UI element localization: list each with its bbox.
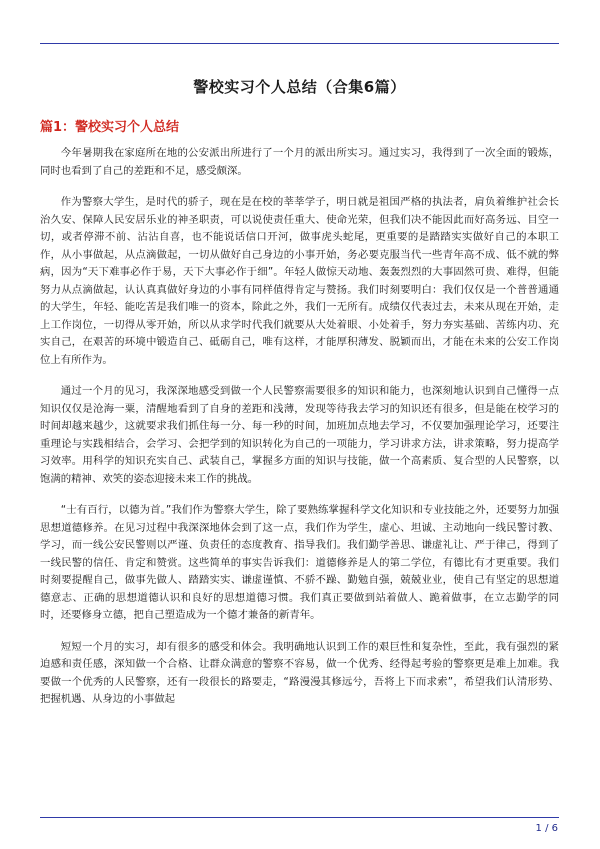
document-title: 警校实习个人总结（合集6篇） bbox=[193, 78, 406, 96]
header-rule bbox=[40, 43, 559, 44]
page-number: 1 / 6 bbox=[535, 823, 558, 834]
paragraph-5: 短短一个月的实习，却有很多的感受和体会。我明确地认识到工作的艰巨性和复杂性，至此，我有强烈的紧迫感和责任感，深知做一个合格、让群众满意的警察不容易，做一个优秀、经得起考验的警察更是难上加难。我要做一个优秀的人民警察，还有一段很长的路要走，“路漫漫其修远兮，吾将上下而求索”，希望我们认清形势、把握机遇、从身边的小事做起 bbox=[40, 640, 559, 705]
paragraph-1: 今年暑期我在家庭所在地的公安派出所进行了一个月的派出所实习。通过实习，我得到了一次全面的锻炼，同时也看到了自己的差距和不足，感受颇深。 bbox=[40, 147, 559, 177]
paragraph-4: “士有百行，以德为首。”我们作为警察大学生，除了要熟练掌握科学文化知识和专业技能之外，还要努力加强思想道德修养。在见习过程中我深深地体会到了这一点，我们作为学生，虚心、坦诚、主动地向一线民警讨教、学习，而一线公安民警则以严谨、负责任的态度教育、指导我们。我们勤学善思、谦虚礼让、严于律己，得到了一线民警的信任、肯定和赞赏。这些简单的事实告诉我们：道德修养是人的第二学位，有德比有才更重要。我们时刻要提醒自己，做事先做人、踏踏实实、谦虚谨慎、不骄不躁、勤勉自强，兢兢业业，使自己有坚定的思想道德意志、正确的思想道德认识和良好的思想道德习惯。我们真正要做到站着做人、跪着做事，在立志勤学的同时，还要修身立德，把自己塑造成为一个德才兼备的新青年。 bbox=[40, 504, 559, 621]
paragraph-2: 作为警察大学生，是时代的骄子，现在是在校的莘莘学子，明日就是祖国严格的执法者，肩负着维护社会长治久安、保障人民安居乐业的神圣职责，可以说使责任重大、使命光荣，但我们决不能因此而好高务远、目空一切，或者停滞不前、沾沾自喜，也不能说话信口开河，做事虎头蛇尾，更重要的是踏踏实实做好自己的本职工作，从小事做起，从点滴做起，一切从做好自己身边的小事开始，务必要克服当代一些青年高不成、低不就的弊病，因为“天下难事必作于易，天下大事必作于细”。年轻人做惊天动地、轰轰烈烈的大事固然可贵、难得，但能努力从点滴做起，认认真真做好身边的小事有同样值得肯定与赞扬。我们时刻要明白：我们仅仅是一个普普通通的大学生，年轻、能吃苦是我们唯一的资本，除此之外，我们一无所有。成绩仅代表过去，未来从现在开始，走上工作岗位，一切得从零开始，所以从求学时代我们就要从大处着眼、小处着手，努力夯实基础、苦练内功、充实自己，在艰苦的环境中锻造自己、砥砺自己，唯有这样，才能厚积薄发、脱颖而出，才能在未来的公安工作岗位上有所作为。 bbox=[40, 196, 559, 366]
footer-rule bbox=[40, 817, 559, 818]
section-heading: 篇1：警校实习个人总结 bbox=[40, 120, 180, 135]
document-body bbox=[40, 145, 559, 723]
paragraph-3: 通过一个月的见习，我深深地感受到做一个人民警察需要很多的知识和能力，也深刻地认识到自己懂得一点知识仅仅是沧海一粟，清醒地看到了自身的差距和浅薄，发现等待我去学习的知识还有很多，但是能在校学习的时间却越来越少，这就要求我们抓住每一分、每一秒的时间，加班加点地去学习，不仅要加强理论学习，还要注重理论与实践相结合，会学习、会把学到的知识转化为自己的一项能力，学习讲求方法，讲求策略，努力提高学习效率。用科学的知识充实自己、武装自己，掌握多方面的知识与技能，做一个高素质、复合型的人民警察，以饱满的精神、欢笑的姿态迎接未来工作的挑战。 bbox=[40, 385, 559, 485]
